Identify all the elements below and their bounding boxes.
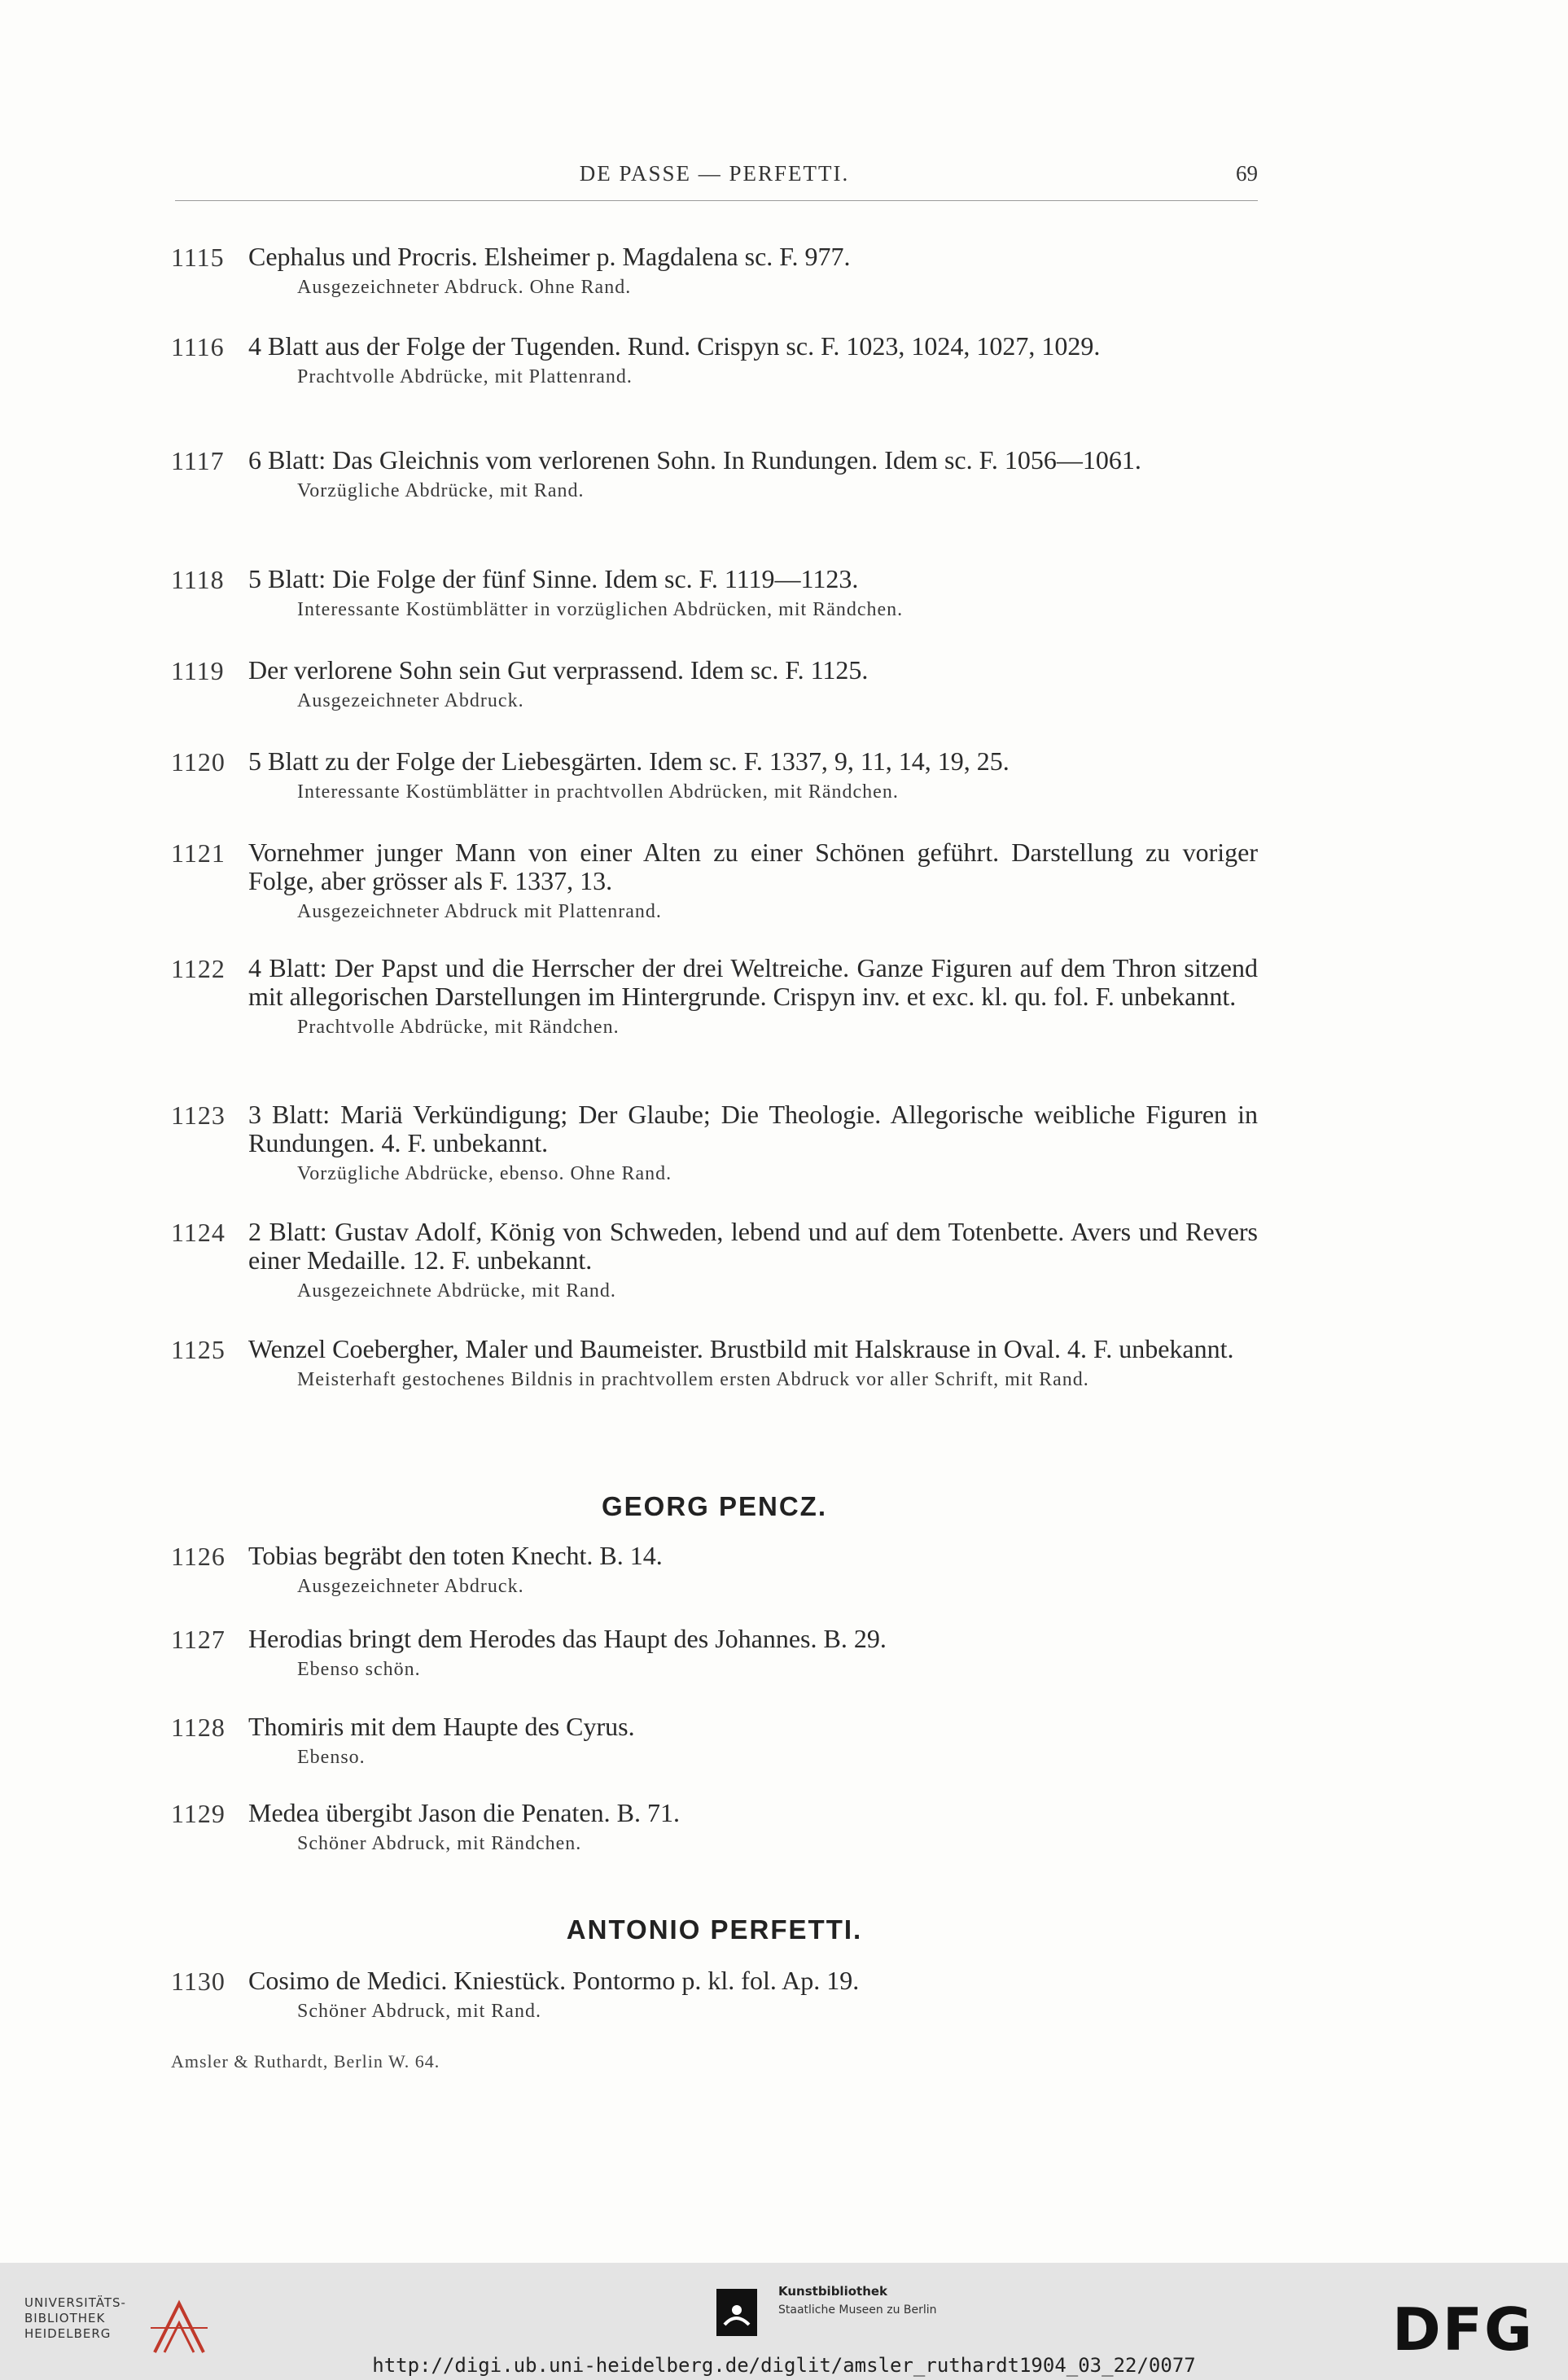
entry-title: 3 Blatt: Mariä Verkündigung; Der Glaube; Die Theologie. Allegorische weibliche Figuren in Rundungen. 4. F. unbekannt. <box>248 1100 1258 1157</box>
entry-note: Ausgezeichnete Abdrücke, mit Rand. <box>297 1280 616 1302</box>
lot-number: 1116 <box>171 332 225 361</box>
entry-title: Medea übergibt Jason die Penaten. B. 71. <box>248 1798 680 1827</box>
catalog-entry <box>171 954 1258 1040</box>
catalog-entry <box>171 1625 1258 1682</box>
header-rule <box>175 200 1258 201</box>
digitization-footer <box>0 2263 1568 2380</box>
lot-number: 1120 <box>171 747 226 777</box>
catalog-entry <box>171 1335 1258 1393</box>
library-subtitle: Staatliche Museen zu Berlin <box>778 2303 937 2317</box>
entry-title: Herodias bringt dem Herodes das Haupt des Johannes. B. 29. <box>248 1624 887 1653</box>
lot-number: 1130 <box>171 1967 226 1996</box>
entry-note: Prachtvolle Abdrücke, mit Rändchen. <box>297 1017 620 1038</box>
entry-note: Vorzügliche Abdrücke, mit Rand. <box>297 480 585 501</box>
entry-title: Tobias begräbt den toten Knecht. B. 14. <box>248 1541 663 1570</box>
entry-title: Cephalus und Procris. Elsheimer p. Magdalena sc. F. 977. <box>248 242 851 271</box>
entry-title: 2 Blatt: Gustav Adolf, König von Schweden, lebend und auf dem Totenbette. Avers und Revers einer Medaille. 12. F. unbekannt. <box>248 1217 1258 1275</box>
lot-number: 1124 <box>171 1218 226 1247</box>
kunstbibliothek-icon <box>716 2289 757 2336</box>
entry-note: Ausgezeichneter Abdruck. <box>297 1576 524 1597</box>
entry-note: Interessante Kostümblätter in prachtvollen Abdrücken, mit Rändchen. <box>297 781 899 803</box>
entry-title: Der verlorene Sohn sein Gut verprassend. Idem sc. F. 1125. <box>248 655 869 685</box>
catalog-entry <box>171 1100 1258 1187</box>
catalog-entry <box>171 1713 1258 1770</box>
running-title: DE PASSE — PERFETTI. <box>579 161 850 186</box>
entry-note: Interessante Kostümblätter in vorzüglichen Abdrücken, mit Rändchen. <box>297 599 904 620</box>
entry-title: Thomiris mit dem Haupte des Cyrus. <box>248 1712 635 1741</box>
catalog-entry <box>171 332 1258 390</box>
entry-title: Cosimo de Medici. Kniestück. Pontormo p. kl. fol. Ap. 19. <box>248 1966 860 1995</box>
lot-number: 1117 <box>171 446 225 475</box>
entry-note: Schöner Abdruck, mit Rand. <box>297 2001 541 2022</box>
library-name: Kunstbibliothek <box>778 2284 888 2299</box>
catalog-entry <box>171 243 1258 300</box>
lot-number: 1123 <box>171 1100 226 1130</box>
entry-note: Schöner Abdruck, mit Rändchen. <box>297 1833 582 1854</box>
catalog-entry <box>171 656 1258 714</box>
catalog-entry <box>171 446 1258 504</box>
entry-title: Vornehmer junger Mann von einer Alten zu einer Schönen geführt. Darstellung zu voriger Folge, aber grösser als F. 1337, 13. <box>248 838 1258 895</box>
entry-note: Ausgezeichneter Abdruck mit Plattenrand. <box>297 901 662 922</box>
entry-note: Prachtvolle Abdrücke, mit Plattenrand. <box>297 366 633 387</box>
catalog-entry <box>171 747 1258 805</box>
section-heading-perfetti: ANTONIO PERFETTI. <box>566 1914 863 1945</box>
catalog-entry <box>171 565 1258 623</box>
entry-note: Ausgezeichneter Abdruck. <box>297 690 524 711</box>
entry-note: Ebenso. <box>297 1747 366 1768</box>
lot-number: 1118 <box>171 565 225 594</box>
lot-number: 1121 <box>171 838 226 868</box>
catalog-entry <box>171 1218 1258 1304</box>
university-seal-icon <box>147 2295 212 2360</box>
lot-number: 1115 <box>171 243 225 272</box>
lot-number: 1125 <box>171 1335 226 1364</box>
entry-note: Vorzügliche Abdrücke, ebenso. Ohne Rand. <box>297 1163 672 1184</box>
lot-number: 1126 <box>171 1542 226 1571</box>
entry-title: 4 Blatt: Der Papst und die Herrscher der drei Weltreiche. Ganze Figuren auf dem Thron sitzend mit allegorischen Darstellungen im Hintergrunde. Crispyn inv. et exc. kl. qu. fol. F. unbekannt. <box>248 953 1258 1011</box>
entry-title: Wenzel Coebergher, Maler und Baumeister. Brustbild mit Halskrause in Oval. 4. F. unbekannt. <box>248 1334 1234 1363</box>
catalog-entry <box>171 1542 1258 1599</box>
dfg-logo[interactable]: DFG <box>1392 2295 1535 2364</box>
entry-note: Meisterhaft gestochenes Bildnis in prachtvollem ersten Abdruck vor aller Schrift, mit Rand. <box>297 1369 1089 1390</box>
lot-number: 1122 <box>171 954 226 983</box>
lot-number: 1129 <box>171 1799 226 1828</box>
entry-title: 6 Blatt: Das Gleichnis vom verlorenen Sohn. In Rundungen. Idem sc. F. 1056—1061. <box>248 445 1141 475</box>
lot-number: 1128 <box>171 1713 226 1742</box>
section-heading-pencz: GEORG PENCZ. <box>601 1491 828 1521</box>
university-library-name: UNIVERSITÄTS- BIBLIOTHEK HEIDELBERG <box>24 2295 126 2341</box>
catalog-entry <box>171 838 1258 925</box>
running-head <box>171 161 1258 194</box>
lot-number: 1119 <box>171 656 225 685</box>
entry-title: 5 Blatt zu der Folge der Liebesgärten. Idem sc. F. 1337, 9, 11, 14, 19, 25. <box>248 746 1010 776</box>
entry-note: Ausgezeichneter Abdruck. Ohne Rand. <box>297 277 632 298</box>
entry-title: 4 Blatt aus der Folge der Tugenden. Rund. Crispyn sc. F. 1023, 1024, 1027, 1029. <box>248 331 1101 361</box>
permalink-url[interactable]: http://digi.ub.uni-heidelberg.de/diglit/amsler_ruthardt1904_03_22/0077 <box>372 2354 1196 2377</box>
kunstbibliothek-logo[interactable] <box>716 2282 1042 2339</box>
lot-number: 1127 <box>171 1625 226 1654</box>
publisher-imprint: Amsler & Ruthardt, Berlin W. 64. <box>171 2051 440 2072</box>
catalog-entry <box>171 1967 1258 2024</box>
entry-title: 5 Blatt: Die Folge der fünf Sinne. Idem sc. F. 1119—1123. <box>248 564 859 593</box>
entry-note: Ebenso schön. <box>297 1659 421 1680</box>
catalog-entry <box>171 1799 1258 1857</box>
page-number: 69 <box>1236 161 1258 186</box>
